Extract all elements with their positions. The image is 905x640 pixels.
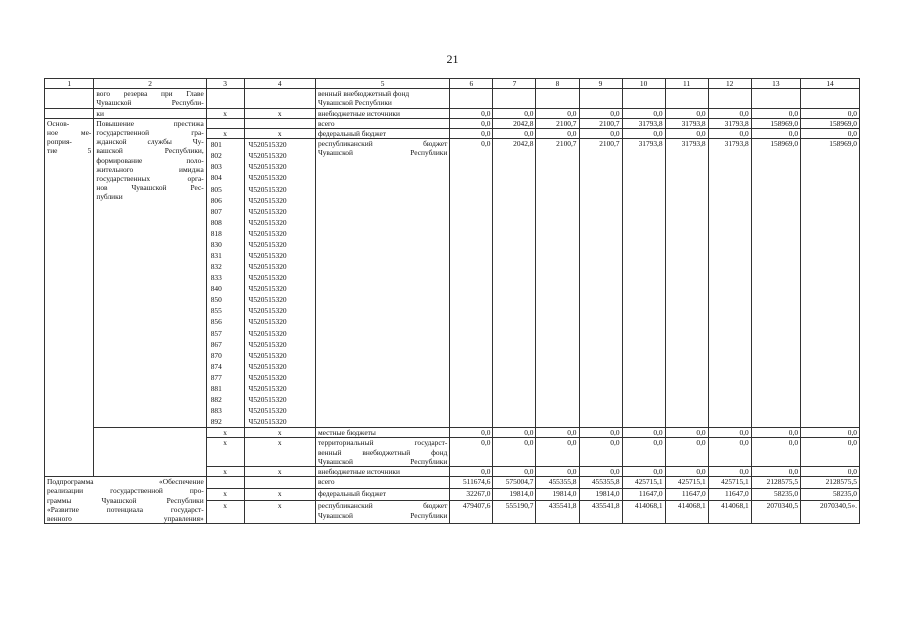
source-cell: внебюджетные источники xyxy=(315,108,449,118)
text-line: Повышение престижа xyxy=(96,118,204,128)
ministry-code: 892 xyxy=(210,417,222,427)
target-code-cell: х xyxy=(244,467,315,477)
source-cell xyxy=(315,477,449,489)
cell-empty xyxy=(801,89,860,108)
amount-cell: 158969,0 xyxy=(801,139,860,428)
text-line: Чувашской Республи- xyxy=(96,98,204,108)
target-code: Ч520515320 xyxy=(248,383,287,393)
ministry-code: 857 xyxy=(210,328,222,338)
amount-cell: 0,0 xyxy=(536,438,579,467)
column-header: 9 xyxy=(579,79,622,89)
target-code: Ч520515320 xyxy=(248,306,287,316)
amount-cell: 555190,7 xyxy=(493,501,536,524)
target-code-cell: х xyxy=(244,438,315,467)
amount-cell: 0,0 xyxy=(579,108,622,118)
amount-cell: 0,0 xyxy=(801,467,860,477)
ministry-code: 840 xyxy=(210,284,222,294)
column-header: 7 xyxy=(493,79,536,89)
column-header: 13 xyxy=(751,79,800,89)
column-header: 12 xyxy=(708,79,751,89)
amount-cell: 0,0 xyxy=(536,428,579,438)
text-line: венного управления» xyxy=(47,514,204,524)
target-code: Ч520515320 xyxy=(248,350,287,360)
amount-cell: 0,0 xyxy=(622,428,665,438)
ministry-code: 856 xyxy=(210,317,222,327)
text-line: Подпрограмма «Обеспечение xyxy=(47,477,204,487)
amount-cell: 425715,1 xyxy=(665,477,708,489)
ministry-code: 874 xyxy=(210,361,222,371)
amount-cell: 575004,7 xyxy=(493,477,536,489)
amount-cell: 0,0 xyxy=(493,129,536,139)
amount-cell: 0,0 xyxy=(579,467,622,477)
amount-cell: 0,0 xyxy=(579,438,622,467)
column-header: 3 xyxy=(206,79,244,89)
amount-cell: 2100,7 xyxy=(536,118,579,128)
table-row xyxy=(45,477,860,489)
amount-cell: 0,0 xyxy=(536,467,579,477)
target-code: Ч520515320 xyxy=(248,372,287,382)
target-code: Ч520515320 xyxy=(248,151,287,161)
amount-cell: 0,0 xyxy=(708,428,751,438)
amount-cell: 2070340,5 xyxy=(751,501,800,524)
amount-cell: 2100,7 xyxy=(579,139,622,428)
amount-cell: 2042,8 xyxy=(493,118,536,128)
ministry-code: 805 xyxy=(210,184,222,194)
text-line: внебюджетные источники xyxy=(317,467,400,477)
ministry-code: 850 xyxy=(210,295,222,305)
cell-empty xyxy=(450,89,493,108)
text-line: венный внебюджетный фонд xyxy=(317,89,410,99)
ministry-code: 808 xyxy=(210,217,222,227)
target-code: Ч520515320 xyxy=(248,417,287,427)
amount-cell: 0,0 xyxy=(450,467,493,477)
amount-cell: 0,0 xyxy=(665,428,708,438)
target-code: Ч520515320 xyxy=(248,184,287,194)
target-code: Ч520515320 xyxy=(248,217,287,227)
amount-cell: 0,0 xyxy=(751,129,800,139)
text-line: жданской службы Чу- xyxy=(96,137,204,147)
ministry-code: 877 xyxy=(210,372,222,382)
cell-empty xyxy=(665,89,708,108)
text-line: ное ме- xyxy=(47,128,92,138)
cell-empty xyxy=(536,89,579,108)
text-line: федеральный бюджет xyxy=(317,129,386,139)
source-cell xyxy=(315,489,449,501)
amount-cell: 0,0 xyxy=(801,129,860,139)
amount-cell: 435541,8 xyxy=(536,501,579,524)
target-code: Ч520515320 xyxy=(248,284,287,294)
amount-cell: 455355,8 xyxy=(536,477,579,489)
source-cell xyxy=(315,501,449,524)
amount-cell: 158969,0 xyxy=(751,118,800,128)
cell-empty xyxy=(206,89,244,108)
column-header: 5 xyxy=(315,79,449,89)
amount-cell: 0,0 xyxy=(708,467,751,477)
amount-cell: 0,0 xyxy=(665,467,708,477)
target-code: Ч520515320 xyxy=(248,228,287,238)
amount-cell: 0,0 xyxy=(622,467,665,477)
text-line: республиканский бюджет xyxy=(317,501,448,511)
amount-cell: 0,0 xyxy=(751,467,800,477)
table-row xyxy=(45,89,860,108)
cell-empty xyxy=(493,89,536,108)
amount-cell: 0,0 xyxy=(665,438,708,467)
text-line: Чувашской Республики xyxy=(317,456,448,466)
header-row xyxy=(45,79,860,89)
amount-cell: 158969,0 xyxy=(751,139,800,428)
amount-cell: 0,0 xyxy=(708,108,751,118)
amount-cell: 425715,1 xyxy=(708,477,751,489)
ministry-code-cell: х xyxy=(206,129,244,139)
text-line: нов Чувашской Рес- xyxy=(96,183,204,193)
amount-cell: 31793,8 xyxy=(708,139,751,428)
ministry-code-cell: х xyxy=(206,108,244,118)
amount-cell: 435541,8 xyxy=(579,501,622,524)
amount-cell: 0,0 xyxy=(801,438,860,467)
ministry-code: 830 xyxy=(210,239,222,249)
target-code: Ч520515320 xyxy=(248,395,287,405)
page-number: 21 xyxy=(446,52,459,66)
ministry-code: 881 xyxy=(210,383,222,393)
amount-cell: 0,0 xyxy=(665,108,708,118)
ministry-code: 883 xyxy=(210,406,222,416)
text-line: реализации государственной про- xyxy=(47,486,204,496)
target-code-cell: х xyxy=(244,428,315,438)
target-code: Ч520515320 xyxy=(248,273,287,283)
column-header: 6 xyxy=(450,79,493,89)
amount-cell: 0,0 xyxy=(450,108,493,118)
ministry-code: 806 xyxy=(210,195,222,205)
source-cell xyxy=(315,428,449,438)
text-line: Чувашской Республики xyxy=(317,148,448,158)
amount-cell: 0,0 xyxy=(579,428,622,438)
amount-cell: 0,0 xyxy=(493,428,536,438)
cell-empty xyxy=(751,89,800,108)
source-cell xyxy=(315,438,449,467)
amount-cell: 11647,0 xyxy=(622,489,665,501)
amount-cell: 0,0 xyxy=(622,129,665,139)
amount-cell: 425715,1 xyxy=(622,477,665,489)
amount-cell: 31793,8 xyxy=(622,139,665,428)
amount-cell: 31793,8 xyxy=(665,139,708,428)
target-code: Ч520515320 xyxy=(248,206,287,216)
ministry-code: 855 xyxy=(210,306,222,316)
cell-empty xyxy=(244,89,315,108)
ministry-code: 802 xyxy=(210,151,222,161)
text-line: публики xyxy=(96,192,123,202)
target-code: Ч520515320 xyxy=(248,406,287,416)
description-cell xyxy=(94,89,206,108)
target-code-cell xyxy=(244,477,315,489)
amount-cell: 414068,1 xyxy=(708,501,751,524)
text-line: территориальный государст- xyxy=(317,438,448,448)
amount-cell: 0,0 xyxy=(493,467,536,477)
text-line: всего xyxy=(317,477,335,487)
amount-cell: 0,0 xyxy=(450,438,493,467)
column-header: 14 xyxy=(801,79,860,89)
amount-cell: 2100,7 xyxy=(536,139,579,428)
amount-cell: 0,0 xyxy=(751,438,800,467)
ministry-code-cell: х xyxy=(206,489,244,501)
ministry-code-cell: х xyxy=(206,467,244,477)
ministry-code-cell: х xyxy=(206,501,244,524)
text-line: Чувашской Республики xyxy=(317,98,392,108)
amount-cell: 414068,1 xyxy=(665,501,708,524)
amount-cell: 31793,8 xyxy=(622,118,665,128)
measure-description-cell xyxy=(94,118,206,427)
amount-cell: 0,0 xyxy=(450,139,493,428)
text-line: венный внебюджетный фонд xyxy=(317,447,448,457)
amount-cell: 2128575,5 xyxy=(801,477,860,489)
table-row xyxy=(45,118,860,128)
amount-cell: 2042,8 xyxy=(493,139,536,428)
text-line: «Развитие потенциала государст- xyxy=(47,504,204,514)
text-line: граммы Чувашской Республики xyxy=(47,495,204,505)
amount-cell: 58235,0 xyxy=(801,489,860,501)
source-cell xyxy=(315,129,449,139)
amount-cell: 0,0 xyxy=(708,438,751,467)
subprogram-name-cell xyxy=(45,477,207,524)
ministry-code: 807 xyxy=(210,206,222,216)
amount-cell: 0,0 xyxy=(450,118,493,128)
ministry-code: 833 xyxy=(210,273,222,283)
target-code: Ч520515320 xyxy=(248,162,287,172)
amount-cell: 2070340,5». xyxy=(801,501,860,524)
table-row xyxy=(45,108,860,118)
ministry-code: 804 xyxy=(210,173,222,183)
ministry-codes-cell xyxy=(206,139,244,428)
text-line: роприя- xyxy=(47,137,72,147)
cell-empty xyxy=(579,89,622,108)
cell-empty xyxy=(45,108,94,118)
text-line: местные бюджеты xyxy=(317,428,376,438)
text-line: государственной гра- xyxy=(96,128,204,138)
text-line: Чувашской Республики xyxy=(317,510,448,520)
text-line: республиканский бюджет xyxy=(317,139,448,149)
budget-table xyxy=(44,78,860,524)
source-cell xyxy=(315,139,449,428)
target-code: Ч520515320 xyxy=(248,140,287,150)
cell-empty xyxy=(622,89,665,108)
target-code: Ч520515320 xyxy=(248,339,287,349)
amount-cell: 31793,8 xyxy=(708,118,751,128)
ministry-code: 867 xyxy=(210,339,222,349)
amount-cell: 479407,6 xyxy=(450,501,493,524)
column-header: 2 xyxy=(94,79,206,89)
column-header: 10 xyxy=(622,79,665,89)
target-code-cell xyxy=(244,118,315,128)
target-code: Ч520515320 xyxy=(248,173,287,183)
text-line: федеральный бюджет xyxy=(317,489,386,499)
text-line: всего xyxy=(317,118,335,128)
amount-cell: 0,0 xyxy=(801,428,860,438)
cell-empty xyxy=(708,89,751,108)
amount-cell: 0,0 xyxy=(579,129,622,139)
ministry-code: 882 xyxy=(210,395,222,405)
target-code-cell: х xyxy=(244,489,315,501)
column-header: 11 xyxy=(665,79,708,89)
amount-cell: 11647,0 xyxy=(665,489,708,501)
amount-cell: 0,0 xyxy=(450,129,493,139)
amount-cell: 0,0 xyxy=(622,438,665,467)
target-code: Ч520515320 xyxy=(248,328,287,338)
target-code: Ч520515320 xyxy=(248,262,287,272)
ministry-code: 832 xyxy=(210,262,222,272)
cell-empty xyxy=(94,428,206,477)
description-cell: ки xyxy=(94,108,206,118)
target-code: Ч520515320 xyxy=(248,195,287,205)
amount-cell: 0,0 xyxy=(493,108,536,118)
ministry-code: 870 xyxy=(210,350,222,360)
amount-cell: 2100,7 xyxy=(579,118,622,128)
amount-cell: 32267,0 xyxy=(450,489,493,501)
target-code: Ч520515320 xyxy=(248,317,287,327)
target-codes-cell xyxy=(244,139,315,428)
text-line: формирование поло- xyxy=(96,155,204,165)
text-line: Основ- xyxy=(47,118,70,128)
amount-cell: 455355,8 xyxy=(579,477,622,489)
source-cell xyxy=(315,89,449,108)
amount-cell: 0,0 xyxy=(450,428,493,438)
table-row xyxy=(45,428,860,438)
amount-cell: 158969,0 xyxy=(801,118,860,128)
target-code: Ч520515320 xyxy=(248,295,287,305)
amount-cell: 511674,6 xyxy=(450,477,493,489)
text-line: жительного имиджа xyxy=(96,164,204,174)
cell-empty xyxy=(45,89,94,108)
amount-cell: 0,0 xyxy=(708,129,751,139)
ministry-code: 801 xyxy=(210,140,222,150)
amount-cell: 19814,0 xyxy=(579,489,622,501)
target-code-cell: х xyxy=(244,108,315,118)
ministry-code-cell xyxy=(206,477,244,489)
target-code: Ч520515320 xyxy=(248,361,287,371)
column-header: 4 xyxy=(244,79,315,89)
target-code-cell: х xyxy=(244,501,315,524)
amount-cell: 0,0 xyxy=(536,129,579,139)
amount-cell: 0,0 xyxy=(751,108,800,118)
amount-cell: 0,0 xyxy=(622,108,665,118)
amount-cell: 58235,0 xyxy=(751,489,800,501)
amount-cell: 19814,0 xyxy=(493,489,536,501)
amount-cell: 0,0 xyxy=(751,428,800,438)
source-cell xyxy=(315,467,449,477)
ministry-code: 831 xyxy=(210,251,222,260)
target-code: Ч520515320 xyxy=(248,251,287,260)
ministry-code-cell: х xyxy=(206,438,244,467)
text-line: государственных орга- xyxy=(96,174,204,184)
target-code: Ч520515320 xyxy=(248,239,287,249)
ministry-code-cell xyxy=(206,118,244,128)
amount-cell: 0,0 xyxy=(493,438,536,467)
text-line: тие 5 xyxy=(47,146,92,156)
amount-cell: 0,0 xyxy=(536,108,579,118)
target-code-cell: х xyxy=(244,129,315,139)
amount-cell: 0,0 xyxy=(801,108,860,118)
source-cell xyxy=(315,118,449,128)
ministry-code-cell: х xyxy=(206,428,244,438)
amount-cell: 2128575,5 xyxy=(751,477,800,489)
column-header: 1 xyxy=(45,79,94,89)
amount-cell: 19814,0 xyxy=(536,489,579,501)
text-line: вашской Республики, xyxy=(96,146,204,156)
column-header: 8 xyxy=(536,79,579,89)
amount-cell: 414068,1 xyxy=(622,501,665,524)
amount-cell: 0,0 xyxy=(665,129,708,139)
amount-cell: 31793,8 xyxy=(665,118,708,128)
ministry-code: 803 xyxy=(210,162,222,172)
ministry-code: 818 xyxy=(210,228,222,238)
amount-cell: 11647,0 xyxy=(708,489,751,501)
measure-name-cell xyxy=(45,118,94,476)
text-line: вого резерва при Главе xyxy=(96,89,204,99)
